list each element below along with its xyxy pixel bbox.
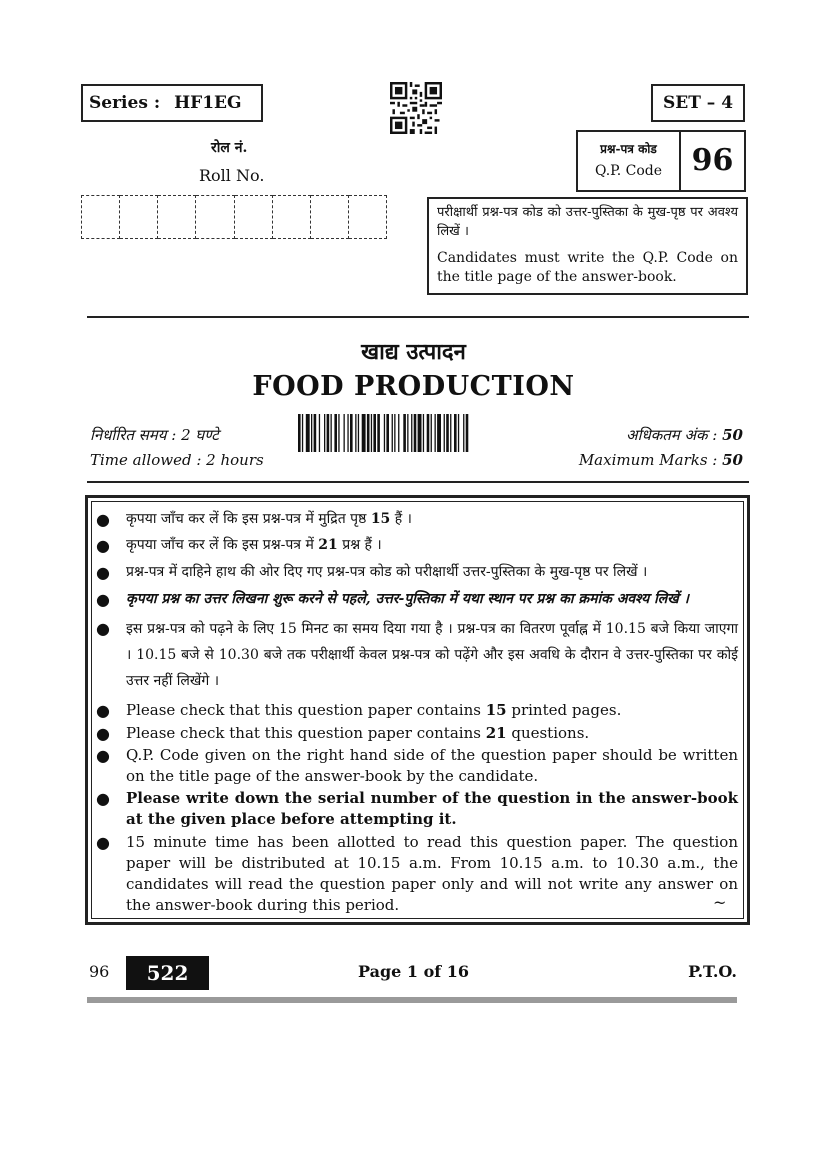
roll-cell[interactable] [196,195,234,239]
qp-code-label-hindi: प्रश्न-पत्र कोड [600,142,657,156]
time-en-label: Time allowed : [90,451,202,469]
marks-en-value: 50 [722,451,743,469]
divider [87,316,749,318]
roll-label: Roll No. [199,166,265,185]
instruction-hindi: ● प्रश्न-पत्र में दाहिने हाथ की ओर दिए गए प्रश्न-पत्र कोड को परीक्षार्थी उत्तर-पुस्तिका के मुख-पृष्ठ पर लिखें । [96,563,648,582]
bullet-icon: ● [96,701,110,720]
bullet-icon: ● [96,510,110,529]
roll-cell[interactable] [158,195,196,239]
instruction-english: ● Please check that this question paper contains 15 printed pages. [96,701,622,720]
notice-hindi: परीक्षार्थी प्रश्न-पत्र कोड को उत्तर-पुस्तिका के मुख-पृष्ठ पर अवश्य लिखें । [437,205,738,239]
roll-number-grid[interactable] [81,195,387,239]
notice-english: Candidates must write the Q.P. Code on the title page of the answer-book. [437,250,738,285]
qr-code-icon [390,82,442,134]
qp-code-box [576,130,746,192]
time-allowed [90,451,264,469]
bullet-icon: ● [96,746,110,765]
instruction-hindi: ● कृपया जाँच कर लें कि इस प्रश्न-पत्र में 21 प्रश्न हैं । [96,536,382,555]
roll-cell[interactable] [273,195,311,239]
roll-cell[interactable] [81,195,120,239]
set-box: SET – 4 [651,84,745,122]
time-allowed-hindi [90,425,219,445]
divider [87,481,749,483]
instruction-hindi: ● कृपया जाँच कर लें कि इस प्रश्न-पत्र में मुद्रित पृष्ठ 15 हैं । [96,510,412,529]
qp-code-label-english: Q.P. Code [594,163,663,179]
instruction-english: ● Q.P. Code given on the right hand side of the question paper should be written on the title page of the answer-book by the candidate. [96,746,738,785]
marks-hi-label: अधिकतम अंक : [626,426,718,444]
footer-bar [87,997,737,1003]
qp-code-label [578,132,681,190]
bullet-icon: ● [96,833,110,852]
series-label: Series : [89,93,161,113]
subject-title: FOOD PRODUCTION [252,371,575,402]
series-box [81,84,263,122]
time-en-value: 2 hours [206,451,264,469]
barcode-icon [298,414,530,452]
instruction-english: ● 15 minute time has been allotted to read this question paper. The question paper will be distributed at 10.15 a.m. From 10.15 a.m. to 10.30 a.m., the candidates will read the question paper only and will not write any answer on the answer-book during this period. [96,833,738,914]
bullet-icon: ● [96,619,110,638]
max-marks-hindi [626,425,743,445]
pto-label: P.T.O. [688,962,737,981]
roll-cell[interactable] [311,195,349,239]
max-marks [579,451,743,469]
qp-code-value: 96 [691,143,734,178]
page-number: Page 1 of 16 [358,962,469,981]
bullet-icon: ● [96,563,110,582]
footer-paper-number: 522 [126,956,209,990]
marks-hi-value: 50 [722,426,743,444]
instruction-hindi: ● कृपया प्रश्न का उत्तर लिखना शुरू करने से पहले, उत्तर-पुस्तिका में यथा स्थान पर प्रश्न का क्रमांक अवश्य लिखें । [96,590,689,609]
roll-cell[interactable] [120,195,158,239]
time-hi-label: निर्धारित समय : [90,426,177,444]
roll-cell[interactable] [349,195,387,239]
time-hi-value: 2 घण्टे [181,426,219,444]
roll-cell[interactable] [235,195,273,239]
series-value: HF1EG [174,93,242,113]
subject-title-hindi: खाद्य उत्पादन [361,339,466,365]
bullet-icon: ● [96,536,110,555]
tilde-mark: ~ [713,893,727,912]
bullet-icon: ● [96,590,110,609]
footer-qp-code: 96 [89,962,110,981]
bullet-icon: ● [96,789,110,808]
instruction-english: ● Please write down the serial number of the question in the answer-book at the given place before attempting it. [96,789,738,828]
instruction-english: ● Please check that this question paper contains 21 questions. [96,724,590,743]
qp-code-notice [427,197,748,295]
roll-label-hindi: रोल नं. [211,140,248,156]
bullet-icon: ● [96,724,110,743]
marks-en-label: Maximum Marks : [578,451,718,469]
instruction-hindi: ● इस प्रश्न-पत्र को पढ़ने के लिए 15 मिनट का समय दिया गया है । प्रश्न-पत्र का वितरण पूर्वाह्न में 10.15 बजे किया जाएगा । 10.15 बजे से 10.30 बजे तक परीक्षार्थी केवल प्रश्न-पत्र को पढ़ेंगे और इस अवधि के दौरान वे उत्तर-पुस्तिका पर कोई उत्तर नहीं लिखेंगे । [96,616,738,694]
